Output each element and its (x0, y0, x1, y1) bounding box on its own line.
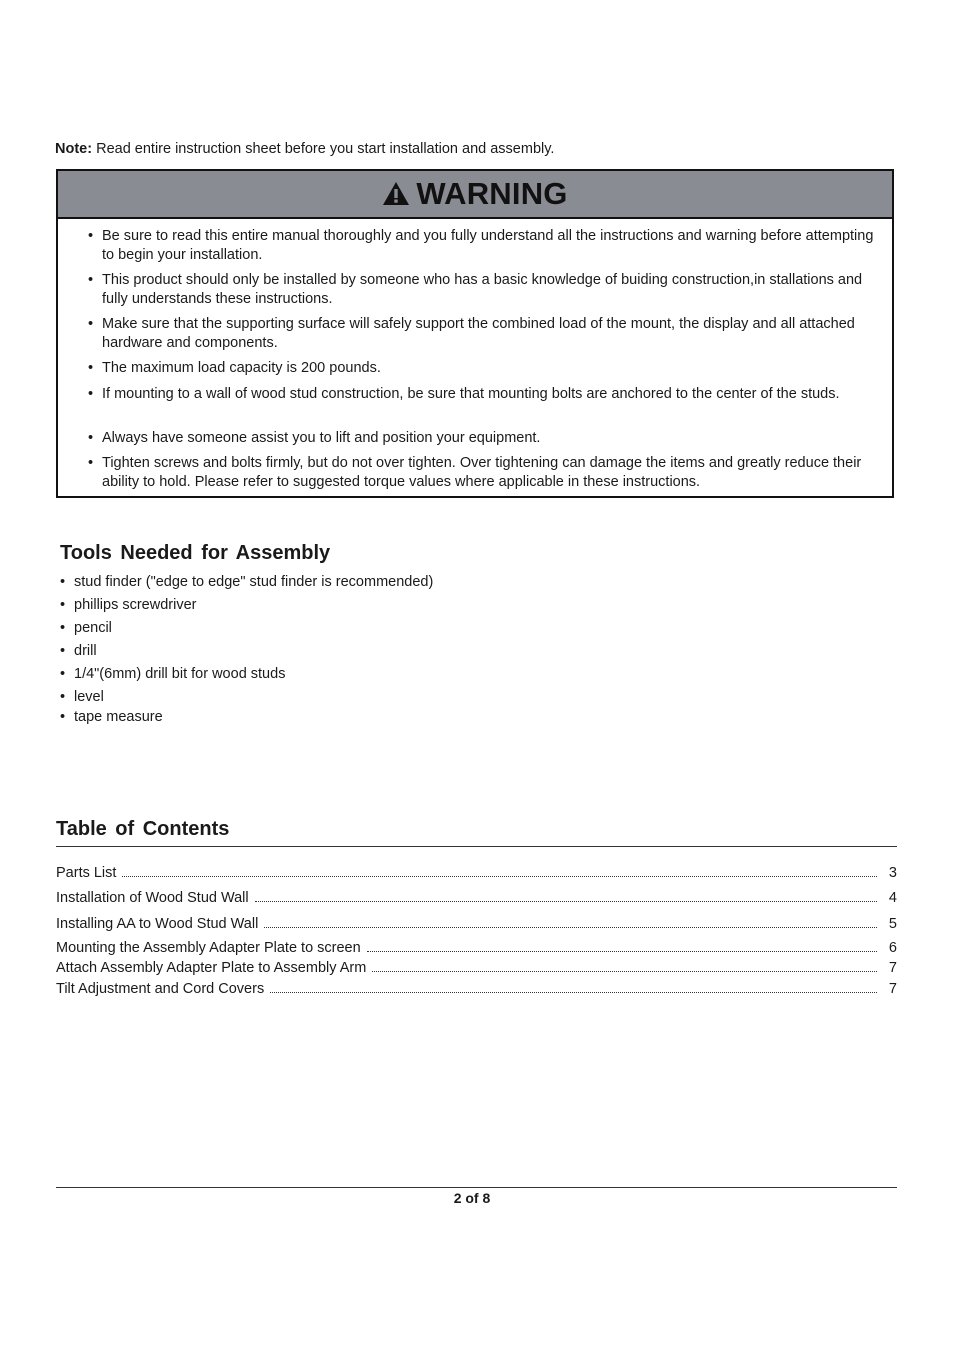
toc-label: Installation of Wood Stud Wall (56, 890, 249, 906)
warning-item: • This product should only be installed by someone who has a basic knowledge of buiding construction,in stallations and fully understands these instructions. (88, 272, 863, 307)
warning-item: • The maximum load capacity is 200 pounds. (88, 360, 381, 376)
dot-leader (367, 939, 877, 952)
toc-heading: Table of Contents (56, 818, 230, 840)
warning-title: WARNING (416, 176, 568, 211)
warning-header (58, 171, 892, 219)
dot-leader (264, 915, 877, 928)
toc-divider (56, 846, 897, 847)
toc-entry (56, 915, 897, 935)
tool-item: • 1/4"(6mm) drill bit for wood studs (60, 666, 286, 682)
warning-item: • If mounting to a wall of wood stud construction, be sure that mounting bolts are anchored to the center of the studs. (88, 386, 840, 402)
bullet: • (88, 455, 94, 471)
dot-leader (255, 889, 877, 902)
bullet: • (88, 360, 94, 376)
bullet: • (88, 272, 94, 288)
dot-leader (122, 864, 877, 877)
bullet: • (88, 430, 94, 446)
warning-item: • Make sure that the supporting surface will safely support the combined load of the mount, the display and all attached hardware and components. (88, 316, 855, 351)
toc-page: 7 (888, 981, 897, 997)
toc-label: Parts List (56, 865, 117, 881)
toc-label: Installing AA to Wood Stud Wall (56, 916, 259, 932)
toc-label: Attach Assembly Adapter Plate to Assembly Arm (56, 960, 367, 976)
toc-page: 3 (888, 865, 897, 881)
footer-divider (56, 1187, 897, 1188)
toc-page: 5 (888, 916, 897, 932)
warning-triangle-icon (382, 181, 410, 211)
tool-item: • pencil (60, 620, 112, 636)
bullet: • (60, 597, 66, 613)
toc-entry (56, 959, 897, 979)
bullet: • (60, 643, 66, 659)
warning-item: • Be sure to read this entire manual thoroughly and you fully understand all the instructions and warning before attempting to begin your installation. (88, 228, 874, 263)
bullet: • (88, 386, 94, 402)
tool-item: • level (60, 689, 104, 705)
toc-page: 6 (888, 940, 897, 956)
toc-page: 4 (888, 890, 897, 906)
bullet: • (60, 574, 66, 590)
tool-item: • phillips screwdriver (60, 597, 197, 613)
toc-label: Tilt Adjustment and Cord Covers (56, 981, 265, 997)
dot-leader (270, 980, 877, 993)
note-label: Note: (55, 141, 93, 157)
toc-page: 7 (888, 960, 897, 976)
toc-entry (56, 889, 897, 909)
bullet: • (88, 228, 94, 244)
dot-leader (372, 959, 877, 972)
warning-box (56, 169, 894, 498)
bullet: • (60, 689, 66, 705)
tools-heading: Tools Needed for Assembly (60, 542, 331, 564)
page-number: 2 of 8 (453, 1190, 491, 1206)
note-line (55, 141, 554, 157)
bullet: • (60, 620, 66, 636)
warning-item: • Always have someone assist you to lift and position your equipment. (88, 430, 541, 446)
toc-entry (56, 864, 897, 884)
toc-entry (56, 980, 897, 1000)
tool-item: • stud finder ("edge to edge" stud finder is recommended) (60, 574, 434, 590)
bullet: • (88, 316, 94, 332)
toc-entry (56, 939, 897, 959)
note-text: Read entire instruction sheet before you start installation and assembly. (92, 141, 555, 157)
tool-item: • tape measure (60, 709, 163, 725)
bullet: • (60, 666, 66, 682)
warning-item: • Tighten screws and bolts firmly, but do not over tighten. Over tightening can damage the items and greatly reduce their ability to hold. Please refer to suggested torque values where applicable in these instructions. (88, 455, 862, 490)
toc-label: Mounting the Assembly Adapter Plate to screen (56, 940, 361, 956)
bullet: • (60, 709, 66, 725)
tool-item: • drill (60, 643, 97, 659)
